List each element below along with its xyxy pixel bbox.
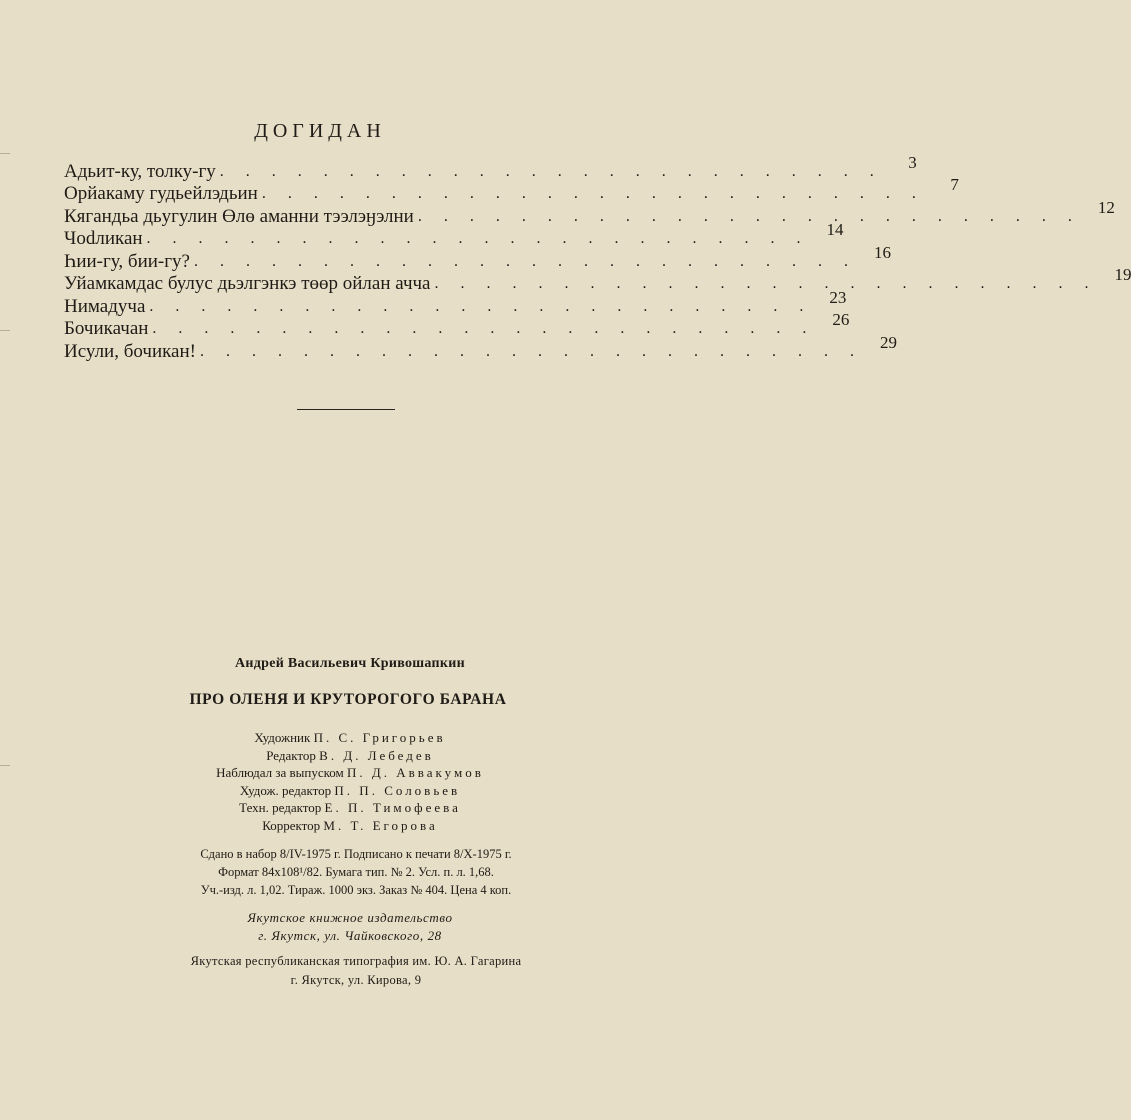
credit-role: Корректор <box>262 817 321 833</box>
credit-role: Худож. редактор <box>239 782 332 798</box>
credit-name: П. П. Соловьев <box>334 782 461 798</box>
leader-dots: . . . . . . . . . . . . . . . . . . . . . . . . . . <box>146 230 810 247</box>
toc-entry-page: 23 <box>829 287 847 307</box>
publisher-info <box>0 909 700 945</box>
toc-entry-title: Һии-гу, бии-гу? <box>64 250 190 272</box>
credit-name: П. С. Григорьев <box>313 730 446 745</box>
table-of-contents <box>64 152 1131 363</box>
margin-mark <box>0 330 10 331</box>
toc-entry <box>64 265 1131 296</box>
credit-role: Наблюдал за выпуском <box>216 765 344 781</box>
leader-dots: . . . . . . . . . . . . . . . . . . . . . . . . . . <box>434 275 1098 292</box>
leader-dots: . . . . . . . . . . . . . . . . . . . . . . . . . . <box>149 297 813 315</box>
toc-entry-title: Кягандьа дьугулин Өлө аманни тээлэӈэлни <box>64 205 414 227</box>
publisher-line: г. Якутск, ул. Чайковского, 28 <box>258 928 442 943</box>
credit-name: М. Т. Егорова <box>323 817 438 833</box>
toc-entry <box>64 242 891 273</box>
credit-line <box>0 799 700 817</box>
toc-entry-page: 7 <box>950 175 959 194</box>
leader-dots: . . . . . . . . . . . . . . . . . . . . . . . . . . <box>417 207 1081 225</box>
toc-entry-page: 12 <box>1097 197 1115 217</box>
toc-entry-title: Орйакаму гудьейлэдьин <box>64 183 258 204</box>
printing-house <box>0 952 712 990</box>
toc-entry-page: 29 <box>880 332 897 352</box>
toc-entry-page: 19 <box>1114 265 1131 284</box>
press-line: г. Якутск, ул. Кирова, 9 <box>290 973 422 987</box>
toc-title: ДОГИДАН <box>254 120 386 142</box>
credit-line <box>0 764 700 782</box>
publisher-line: Якутское книжное издательство <box>247 910 453 925</box>
leader-dots: . . . . . . . . . . . . . . . . . . . . . . . . . . <box>219 162 883 180</box>
toc-entry-title: Исули, бочикан! <box>64 340 196 362</box>
credit-name: Е. П. Тимофеева <box>324 800 461 816</box>
toc-entry-page: 3 <box>908 152 917 172</box>
production-line: Формат 84x108¹/82. Бумага тип. № 2. Усл. п. л. 1,68. <box>218 865 494 880</box>
leader-dots: . . . . . . . . . . . . . . . . . . . . . . . . . . <box>200 342 863 360</box>
author-name: Андрей Васильевич Кривошапкин <box>234 656 465 671</box>
toc-entry <box>64 310 850 341</box>
book-title: ПРО ОЛЕНЯ И КРУТОРОГОГО БАРАНА <box>189 691 507 708</box>
leader-dots: . . . . . . . . . . . . . . . . . . . . . . . . . . <box>193 252 857 270</box>
toc-entry-title: Адьит-ку, толку-гу <box>64 160 216 182</box>
credits-block <box>0 729 700 835</box>
toc-entry-title: Уйамкамдас булус дьэлгэнкэ төөр ойлан аччa <box>64 273 431 294</box>
margin-mark <box>0 153 10 154</box>
credit-role: Художник <box>254 730 311 745</box>
production-line: Уч.-изд. л. 1,02. Тираж. 1000 экз. Заказ № 404. Цена 4 коп. <box>200 883 512 898</box>
toc-entry <box>64 287 847 318</box>
leader-dots: . . . . . . . . . . . . . . . . . . . . . . . . . . <box>261 185 925 202</box>
credit-line <box>0 747 700 765</box>
credit-line <box>0 782 700 800</box>
credit-name: П. Д. Аввакумов <box>347 765 484 781</box>
toc-entry <box>64 332 897 363</box>
credit-role: Техн. редактор <box>239 800 322 816</box>
toc-entry-page: 16 <box>873 242 891 262</box>
credit-name: В. Д. Лебедев <box>319 747 434 763</box>
toc-entry <box>64 152 917 183</box>
credit-role: Редактор <box>266 747 316 763</box>
production-details <box>0 845 712 900</box>
credit-line <box>0 729 700 747</box>
toc-entry-title: Чоԁликан <box>64 228 143 249</box>
toc-entry <box>64 220 844 251</box>
toc-entry-title: Бочикачан <box>64 318 149 339</box>
leader-dots: . . . . . . . . . . . . . . . . . . . . . . . . . . <box>152 320 816 337</box>
toc-entry <box>64 197 1115 228</box>
credit-line <box>0 817 700 835</box>
toc-entry-page: 26 <box>832 310 850 329</box>
toc-entry <box>64 175 959 206</box>
toc-entry-page: 14 <box>826 220 844 239</box>
divider-rule <box>297 409 395 410</box>
production-line: Сдано в набор 8/IV-1975 г. Подписано к печати 8/X-1975 г. <box>200 847 512 861</box>
press-line: Якутская республиканская типография им. Ю. А. Гагарина <box>190 954 522 968</box>
toc-entry-title: Нимадуча <box>64 295 146 317</box>
